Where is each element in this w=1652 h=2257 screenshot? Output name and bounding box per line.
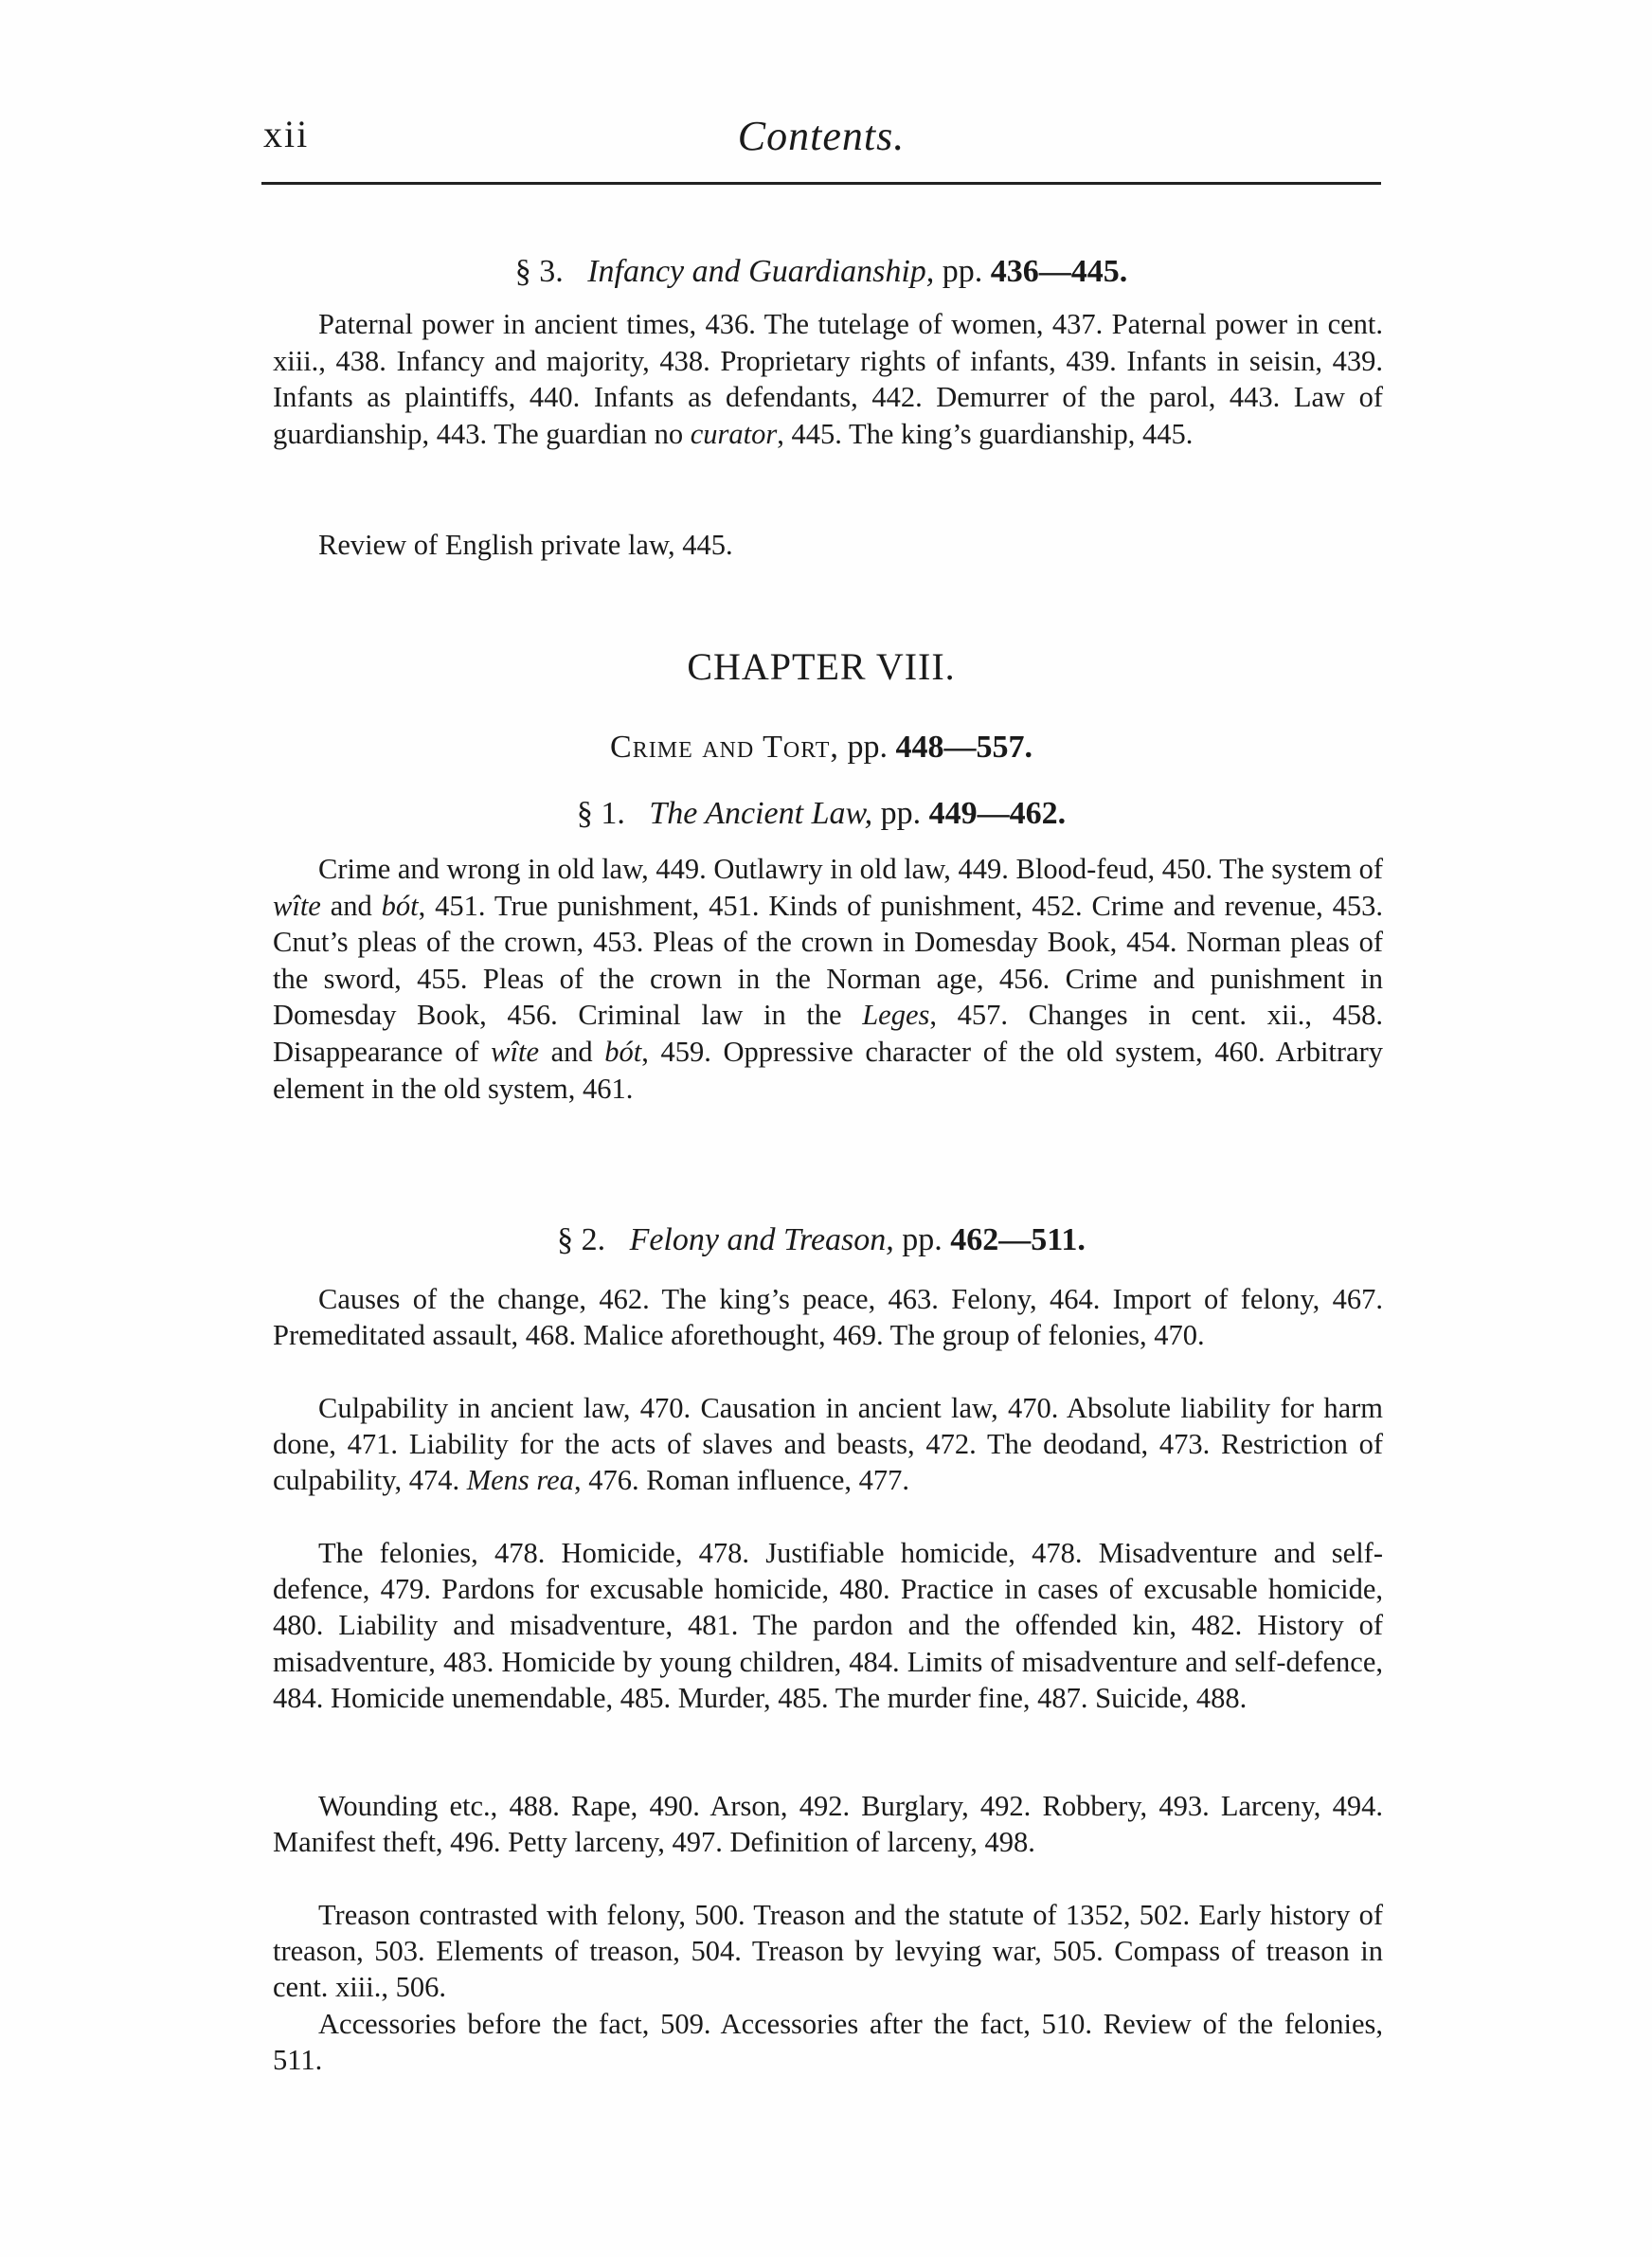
pp-label: pp.	[847, 730, 888, 765]
section-3-paragraph-2: Review of English private law, 445.	[318, 529, 733, 561]
page-range: 449—462.	[928, 796, 1067, 831]
page-range: 448—557.	[895, 730, 1032, 765]
section-2-paragraph-6: Accessories before the fact, 509. Accessories after the fact, 510. Review of the felonies, 511.	[273, 2008, 1383, 2077]
header-rule	[261, 182, 1381, 185]
section-2-paragraph-1: Causes of the change, 462. The king’s peace, 463. Felony, 464. Import of felony, 467. Premeditated assault, 468. Malice aforethought, 469. The group of felonies, 470.	[273, 1283, 1383, 1352]
pp-label: pp.	[880, 796, 922, 831]
section-2-paragraph-3: The felonies, 478. Homicide, 478. Justifiable homicide, 478. Misadventure and self-defence, 479. Pardons for excusable homicide, 480. Practice in cases of excusable homicide, 480. Liability and misadventure, 481. The pardon and the offended kin, 482. History of misadventure, 483. Homicide by young children, 484. Limits of misadventure and self-defence, 484. Homicide unemendable, 485. Murder, 485. The murder fine, 487. Suicide, 488.	[273, 1537, 1383, 1714]
running-title: Contents.	[737, 113, 906, 159]
section-1-heading	[263, 796, 1379, 832]
section-1-paragraph-1: Crime and wrong in old law, 449. Outlawry in old law, 449. Blood-feud, 450. The system of wîte and bót, 451. True punishment, 451. Kinds of punishment, 452. Crime and revenue, 453. Cnut’s pleas of the crown, 453. Pleas of the crown in Domesday Book, 454. Norman pleas of the sword, 455. Pleas of the crown in the Norman age, 456. Crime and punishment in Domesday Book, 456. Criminal law in the Leges, 457. Changes in cent. xii., 458. Disappearance of wîte and bót, 459. Oppressive character of the old system, 460. Arbitrary element in the old system, 461.	[273, 853, 1383, 1105]
section-3-heading	[263, 254, 1379, 290]
page-range: 436—445.	[990, 254, 1128, 289]
chapter-subject	[263, 730, 1379, 766]
section-title: The Ancient Law,	[649, 796, 873, 831]
section-number: § 1.	[576, 796, 625, 831]
section-number: § 3.	[514, 254, 564, 289]
section-2-heading	[263, 1222, 1379, 1258]
pp-label: pp.	[942, 254, 983, 289]
chapter-heading: CHAPTER VIII.	[687, 645, 956, 688]
section-2-paragraph-2: Culpability in ancient law, 470. Causation in ancient law, 470. Absolute liability for harm done, 471. Liability for the acts of slaves and beasts, 472. The deodand, 473. Restriction of culpability, 474. Mens rea, 476. Roman influence, 477.	[273, 1392, 1383, 1497]
section-2-paragraph-5: Treason contrasted with felony, 500. Treason and the statute of 1352, 502. Early history of treason, 503. Elements of treason, 504. Treason by levying war, 505. Compass of treason in cent. xiii., 506.	[273, 1899, 1383, 2004]
section-title: Felony and Treason,	[629, 1222, 894, 1257]
section-3-paragraph-1: Paternal power in ancient times, 436. The tutelage of women, 437. Paternal power in cent. xiii., 438. Infancy and majority, 438. Proprietary rights of infants, 439. Infants in seisin, 439. Infants as plaintiffs, 440. Infants as defendants, 442. Demurrer of the parol, 443. Law of guardianship, 443. The guardian no curator, 445. The king’s guardianship, 445.	[273, 308, 1383, 450]
page-number: xii	[263, 113, 310, 155]
section-number: § 2.	[557, 1222, 606, 1257]
pp-label: pp.	[902, 1222, 943, 1257]
page-range: 462—511.	[950, 1222, 1086, 1257]
chapter-subject-title: Crime and Tort,	[610, 730, 839, 765]
section-2-paragraph-4: Wounding etc., 488. Rape, 490. Arson, 492. Burglary, 492. Robbery, 493. Larceny, 494. Manifest theft, 496. Petty larceny, 497. Definition of larceny, 498.	[273, 1790, 1383, 1859]
running-head	[263, 112, 1379, 169]
section-title: Infancy and Guardianship,	[587, 254, 935, 289]
